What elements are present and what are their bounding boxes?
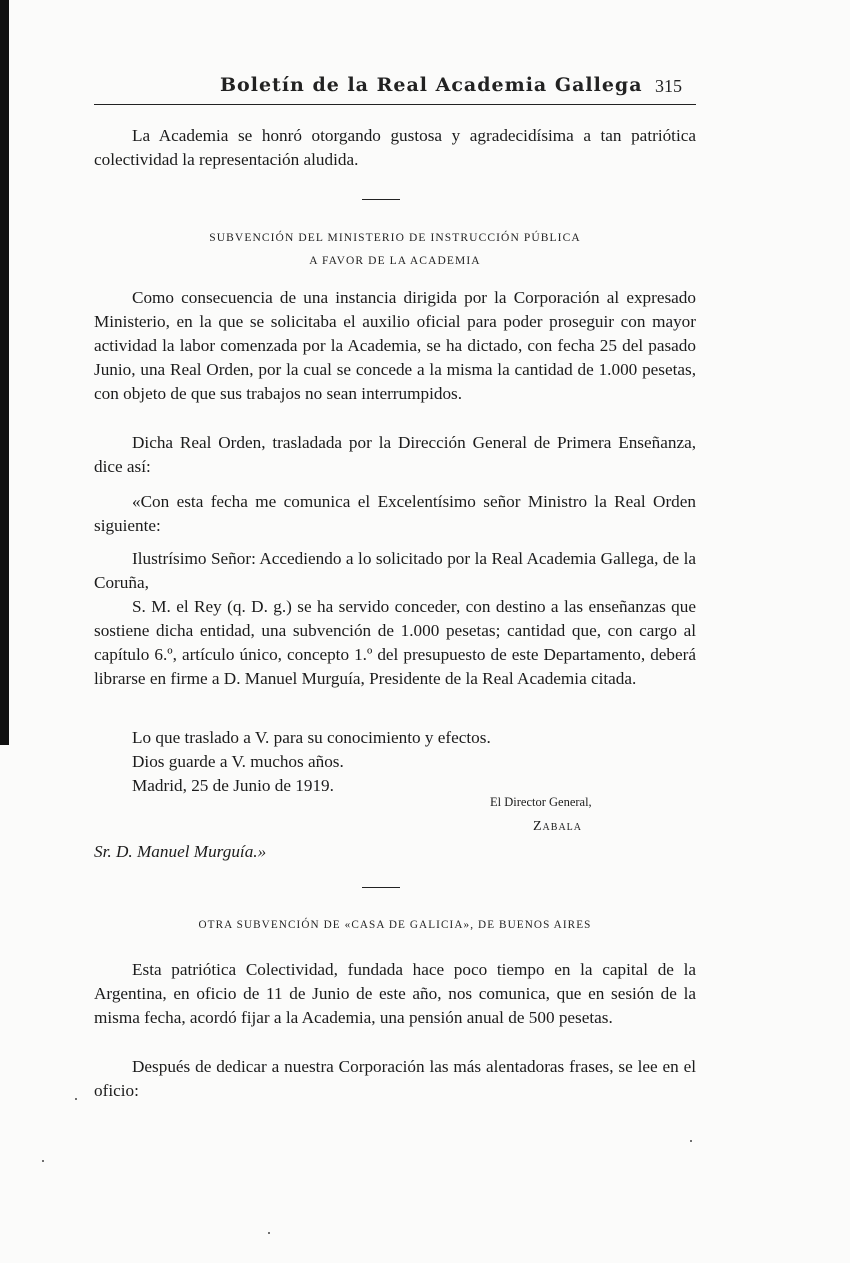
closing-traslado: Lo que traslado a V. para su conocimiento y efectos. bbox=[132, 728, 491, 747]
section-divider-2 bbox=[362, 887, 400, 888]
intro-paragraph: La Academia se honró otorgando gustosa y agradecidísima a tan patriótica colectividad la representación aludida. bbox=[94, 126, 696, 169]
quote-s-m-el-rey: S. M. el Rey (q. D. g.) se ha servido conceder, con destino a las enseñanzas que sostiene dicha entidad, una subvención de 1.000 pesetas; cantidad que, con cargo al capítulo 6.º, artículo único, concepto 1.º del presupuesto de este Departamento, deberá librarse en firme a D. Manuel Murguía, Presidente de la Real Academia citada. bbox=[94, 597, 696, 688]
addressee: Sr. D. Manuel Murguía.» bbox=[94, 842, 267, 861]
scan-speck bbox=[268, 1232, 270, 1234]
running-header bbox=[94, 72, 696, 105]
page-number: 315 bbox=[655, 76, 682, 96]
journal-title: Boletín de la Real Academia Gallega bbox=[220, 74, 643, 96]
paragraph-consecuencia: Como consecuencia de una instancia dirigida por la Corporación al expresado Ministerio, en la que se solicitaba el auxilio oficial para poder proseguir con mayor actividad la labor comenzada por la Academia, se ha dictado, con fecha 25 del pasado Junio, una Real Orden, por la cual se concede a la misma la cantidad de 1.000 pesetas, con objeto de que sus trabajos no sean interrumpidos. bbox=[94, 288, 696, 403]
paragraph-esta-patriotica: Esta patriótica Colectividad, fundada hace poco tiempo en la capital de la Argentina, en oficio de 11 de Junio de este año, nos comunica, que en sesión de la misma fecha, acordó fijar a la Academia, una pensión anual de 500 pesetas. bbox=[94, 960, 696, 1027]
section-divider bbox=[362, 199, 400, 200]
signer-name: Zabala bbox=[533, 819, 582, 834]
section-subheading-academia: A FAVOR DE LA ACADEMIA bbox=[309, 255, 481, 267]
signer-title: El Director General, bbox=[490, 795, 592, 809]
closing-dios-guarde: Dios guarde a V. muchos años. bbox=[132, 752, 344, 771]
scan-edge-shadow bbox=[0, 0, 9, 745]
scan-speck bbox=[42, 1160, 44, 1162]
paragraph-despues-de-dedicar: Después de dedicar a nuestra Corporación las más alentadoras frases, se lee en el oficio: bbox=[94, 1057, 696, 1100]
paragraph-dicha-real-orden: Dicha Real Orden, trasladada por la Dirección General de Primera Enseñanza, dice así: bbox=[94, 433, 696, 476]
quote-ilustrisimo: Ilustrísimo Señor: Accediendo a lo solicitado por la Real Academia Gallega, de la Coruña, bbox=[94, 549, 696, 592]
scan-speck bbox=[75, 1098, 77, 1100]
section-heading-ministerio: SUBVENCIÓN DEL MINISTERIO DE INSTRUCCIÓN PÚBLICA bbox=[209, 232, 581, 244]
quote-con-esta-fecha: «Con esta fecha me comunica el Excelentísimo señor Ministro la Real Orden siguiente: bbox=[94, 492, 696, 535]
section-heading-casa-de-galicia: OTRA SUBVENCIÓN DE «CASA DE GALICIA», DE BUENOS AIRES bbox=[198, 919, 592, 931]
scan-speck bbox=[690, 1140, 692, 1142]
closing-date: Madrid, 25 de Junio de 1919. bbox=[132, 776, 334, 795]
